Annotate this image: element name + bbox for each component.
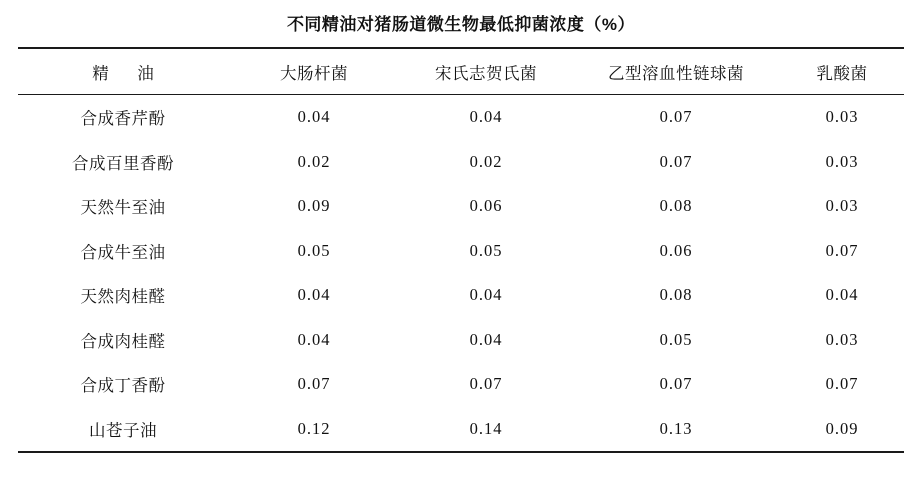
cell-value: 0.04 bbox=[469, 107, 503, 127]
cell-value: 0.12 bbox=[228, 407, 400, 453]
cell-value: 0.03 bbox=[825, 196, 859, 216]
cell-value: 0.04 bbox=[297, 107, 331, 127]
cell-value: 0.07 bbox=[659, 107, 693, 127]
cell-value: 0.06 bbox=[659, 240, 693, 260]
cell-value: 0.03 bbox=[825, 107, 859, 127]
cell-value: 0.04 bbox=[469, 329, 503, 349]
column-header-shigella: 宋氏志贺氏菌 bbox=[400, 48, 572, 95]
row-label: 天然牛至油 bbox=[80, 199, 166, 218]
cell-value: 0.04 bbox=[825, 285, 859, 305]
table-row bbox=[18, 229, 904, 274]
row-label: 合成香芹酚 bbox=[80, 110, 166, 129]
column-header-streptococcus: 乙型溶血性链球菌 bbox=[572, 48, 780, 95]
cell-value: 0.14 bbox=[400, 407, 572, 453]
column-header-lactobacillus: 乳酸菌 bbox=[780, 48, 904, 95]
cell-value: 0.06 bbox=[469, 196, 503, 216]
column-header-oil: 精 油 bbox=[18, 48, 228, 95]
table-row bbox=[18, 318, 904, 363]
table-row bbox=[18, 362, 904, 407]
cell-value: 0.07 bbox=[297, 374, 331, 394]
row-label: 天然肉桂醛 bbox=[80, 288, 166, 307]
row-label: 合成百里香酚 bbox=[72, 154, 174, 173]
cell-value: 0.08 bbox=[659, 285, 693, 305]
cell-value: 0.04 bbox=[297, 285, 331, 305]
cell-value: 0.08 bbox=[659, 196, 693, 216]
cell-value: 0.05 bbox=[659, 329, 693, 349]
table-row bbox=[18, 273, 904, 318]
cell-value: 0.04 bbox=[469, 285, 503, 305]
mic-data-table bbox=[18, 47, 904, 453]
table-header-row bbox=[18, 48, 904, 95]
cell-value: 0.04 bbox=[297, 329, 331, 349]
cell-value: 0.07 bbox=[659, 374, 693, 394]
page-title: 不同精油对猪肠道微生物最低抑菌浓度（%） bbox=[286, 15, 636, 34]
row-label: 山苍子油 bbox=[18, 407, 228, 453]
column-header-ecoli: 大肠杆菌 bbox=[228, 48, 400, 95]
cell-value: 0.03 bbox=[825, 151, 859, 171]
row-label: 合成丁香酚 bbox=[80, 377, 166, 396]
table-row bbox=[18, 140, 904, 185]
row-label: 合成肉桂醛 bbox=[80, 332, 166, 351]
cell-value: 0.09 bbox=[780, 407, 904, 453]
cell-value: 0.03 bbox=[825, 329, 859, 349]
table-row bbox=[18, 95, 904, 140]
cell-value: 0.07 bbox=[659, 151, 693, 171]
cell-value: 0.07 bbox=[469, 374, 503, 394]
cell-value: 0.07 bbox=[825, 374, 859, 394]
cell-value: 0.02 bbox=[469, 151, 503, 171]
table-row bbox=[18, 184, 904, 229]
cell-value: 0.02 bbox=[297, 151, 331, 171]
table-row bbox=[18, 407, 904, 453]
row-label: 合成牛至油 bbox=[80, 243, 166, 262]
cell-value: 0.05 bbox=[297, 240, 331, 260]
cell-value: 0.07 bbox=[825, 240, 859, 260]
cell-value: 0.05 bbox=[469, 240, 503, 260]
cell-value: 0.09 bbox=[297, 196, 331, 216]
cell-value: 0.13 bbox=[572, 407, 780, 453]
